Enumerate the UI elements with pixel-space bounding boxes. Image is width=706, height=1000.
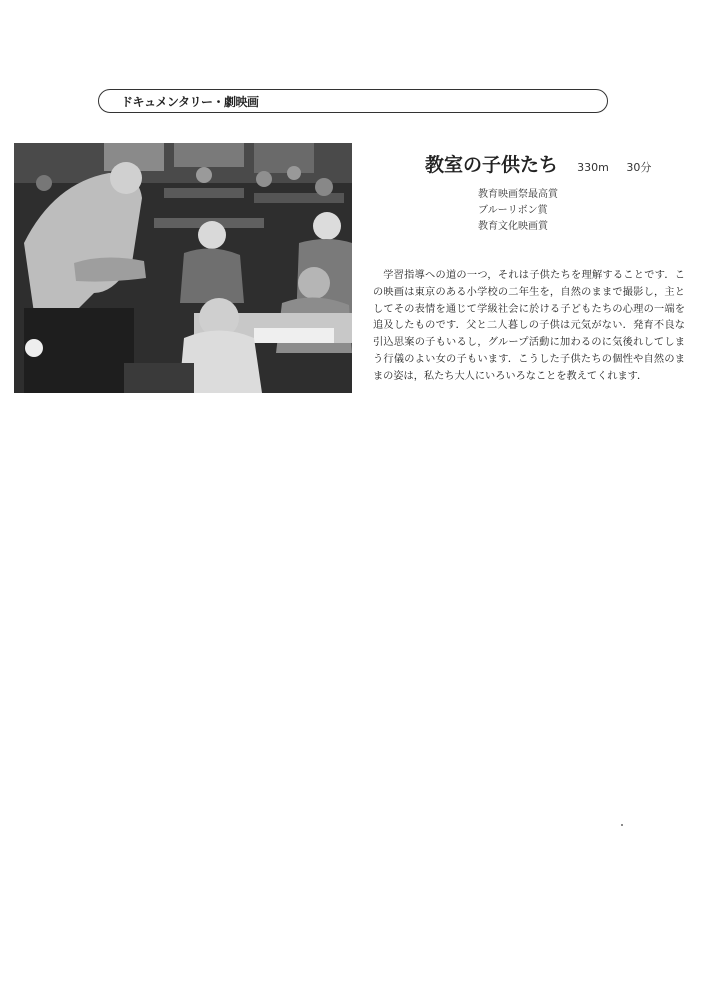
awards-list	[478, 187, 558, 235]
film-title-block	[425, 150, 651, 177]
award-item: 教育文化映画賞	[478, 221, 548, 232]
category-label: ドキュメンタリー・劇映画	[121, 95, 259, 109]
film-length: 330m	[577, 161, 609, 174]
category-header-bar	[98, 89, 608, 113]
award-item: 教育映画祭最高賞	[478, 189, 558, 200]
classroom-photo	[14, 143, 352, 393]
award-item: ブルーリボン賞	[478, 205, 548, 216]
film-title: 教室の子供たち	[425, 154, 559, 176]
film-duration: 30分	[626, 161, 652, 174]
film-meta	[577, 159, 651, 175]
scan-speck	[621, 824, 623, 826]
film-description: 学習指導への道の一つ，それは子供たちを理解することです．この映画は東京のある小学校の二年生を，自然のままで撮影し，主としてその表情を通じて学級社会に於ける子どもたちの心理の一端を追及したものです．父と二人暮しの子供は元気がない．発育不良な引込思案の子もいるし，グループ活動に加わるのに気後れしてしまう行儀のよい女の子もいます．こうした子供たちの個性や自然のままの姿は，私たち大人にいろいろなことを教えてくれます．	[373, 270, 685, 382]
